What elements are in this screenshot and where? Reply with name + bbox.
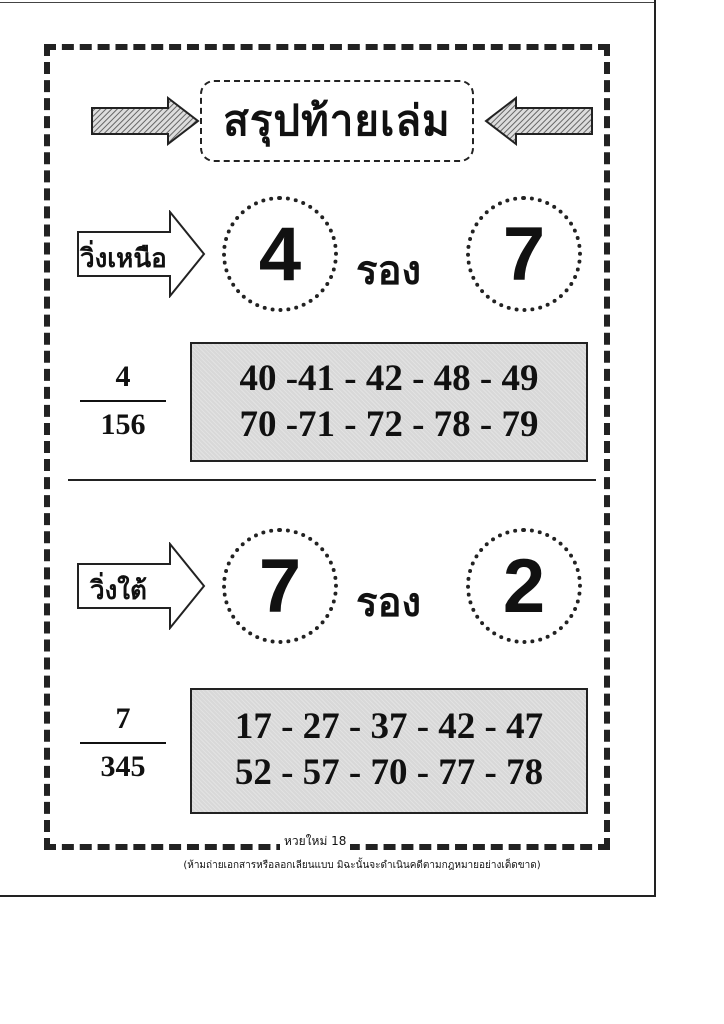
- page-bottom-edge: [0, 895, 656, 897]
- second-digit-circle: [466, 528, 582, 644]
- number-box: [190, 688, 588, 814]
- section-divider: [68, 479, 596, 481]
- number-line: 52 - 57 - 70 - 77 - 78: [234, 752, 544, 793]
- number-line: 40 -41 - 42 - 48 - 49: [239, 358, 539, 399]
- second-digit-circle: [466, 196, 582, 312]
- connector-text: รอง: [356, 248, 422, 294]
- title-box: [200, 80, 474, 162]
- main-digit: 4: [258, 211, 302, 297]
- section-label-north: [76, 210, 206, 298]
- right-arrow-icon: [90, 96, 200, 146]
- section-label-text: วิ่งเหนือ: [80, 244, 167, 274]
- left-arrow-icon: [484, 96, 594, 146]
- fraction-line: [80, 400, 166, 402]
- connector-text: รอง: [356, 580, 422, 626]
- fraction-bottom: 156: [100, 408, 146, 441]
- number-line: 70 -71 - 72 - 78 - 79: [239, 404, 539, 445]
- page-right-edge: [654, 0, 656, 897]
- number-line: 17 - 27 - 37 - 42 - 47: [234, 706, 544, 747]
- page-label: หวยใหม่ 18: [280, 832, 350, 851]
- fraction-line: [80, 742, 166, 744]
- fraction-top: 7: [115, 702, 131, 735]
- second-digit: 7: [502, 211, 546, 297]
- section-label-text: วิ่งใต้: [90, 576, 147, 606]
- fraction: [80, 360, 166, 442]
- main-digit-circle: [222, 196, 338, 312]
- number-box: [190, 342, 588, 462]
- page-top-edge: [0, 2, 656, 3]
- copyright-note: (ห้ามถ่ายเอกสารหรือลอกเลียนแบบ มิฉะนั้นจะดำเนินคดีตามกฎหมายอย่างเด็ดขาด): [183, 860, 541, 871]
- second-digit: 2: [502, 543, 546, 629]
- page-title: สรุปท้ายเล่ม: [223, 96, 451, 145]
- main-digit-circle: [222, 528, 338, 644]
- section-label-south: [76, 542, 206, 630]
- fraction-bottom: 345: [100, 750, 146, 783]
- main-digit: 7: [258, 543, 302, 629]
- fraction-top: 4: [115, 360, 131, 393]
- fraction: [80, 702, 166, 784]
